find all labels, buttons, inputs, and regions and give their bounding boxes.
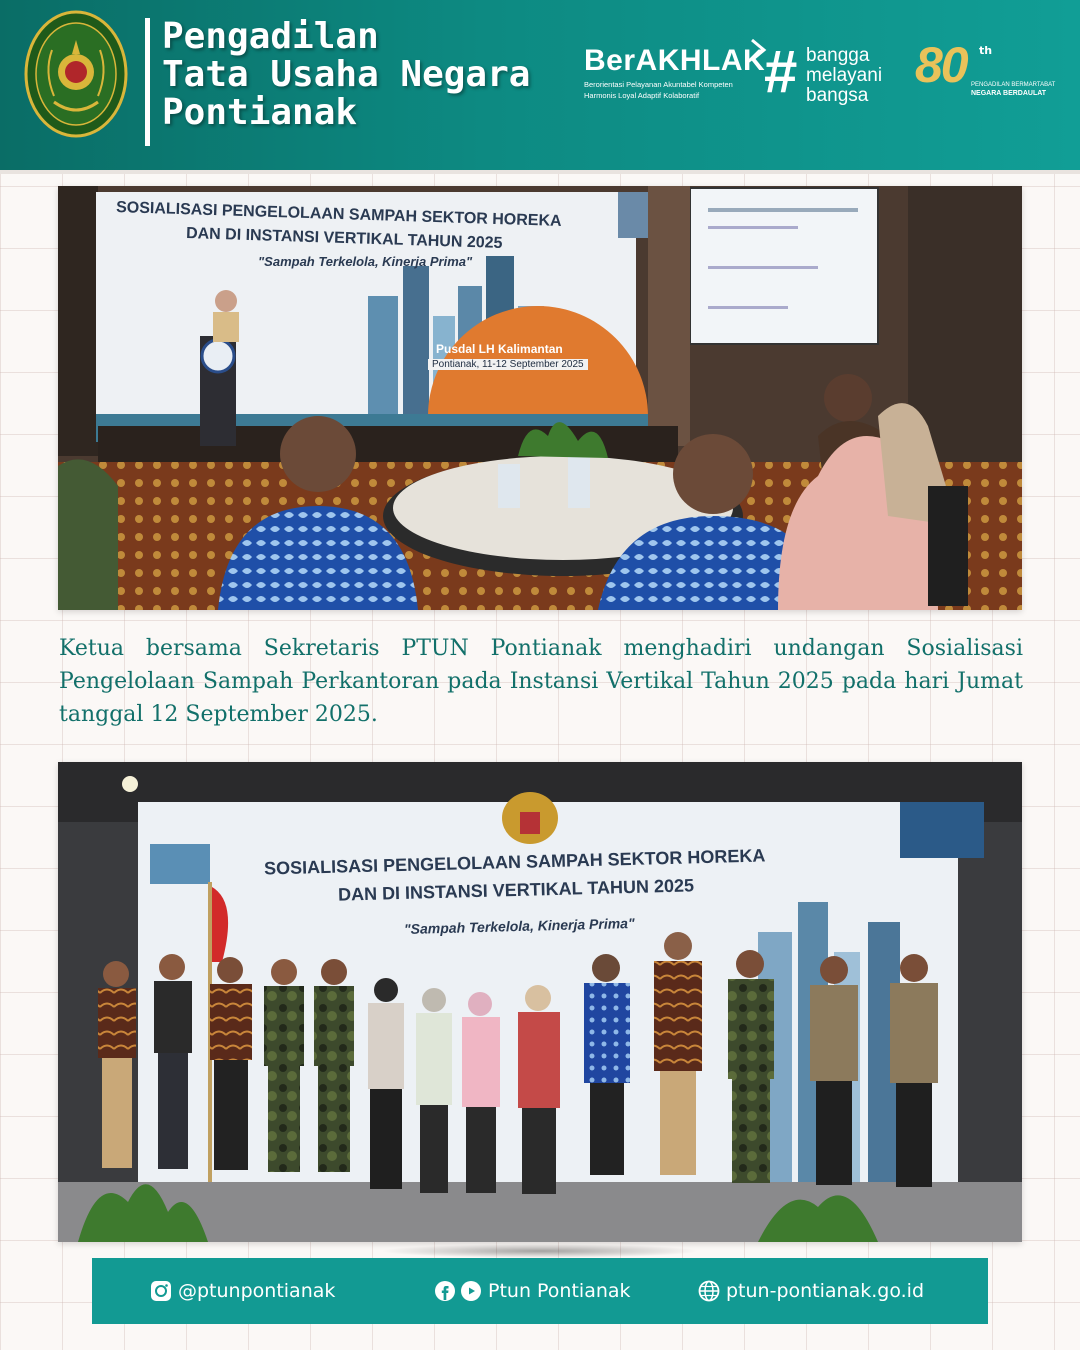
youtube-icon	[460, 1280, 482, 1302]
campaign-line3: bangsa	[806, 85, 869, 106]
event-caption: Ketua bersama Sekretaris PTUN Pontianak menghadiri undangan Sosialisasi Pengelolaan Sampah Perkantoran pada Instansi Vertikal Tahun 2025 pada hari Jumat tanggal 12 September 2025.	[59, 636, 1023, 727]
group-photo-scene-illustration	[58, 762, 1022, 1242]
footer-bar	[92, 1258, 988, 1324]
event-photo-group	[58, 762, 1022, 1242]
website-link[interactable]	[698, 1258, 924, 1324]
campaign-line1: bangga	[806, 45, 870, 66]
footer-shadow	[380, 1244, 700, 1258]
event-photo-seminar	[58, 186, 1022, 610]
photo1-banner-title-line2: DAN DI INSTANSI VERTIKAL TAHUN 2025	[185, 225, 503, 252]
seminar-scene-illustration	[58, 186, 1022, 610]
berakhlak-logo	[584, 44, 765, 100]
organization-name	[162, 18, 530, 132]
berakhlak-tagline2: Harmonis Loyal Adaptif Kolaboratif	[584, 91, 700, 100]
instagram-icon	[150, 1280, 172, 1302]
anniversary-line1: PENGADILAN BERMARTABAT	[971, 82, 1056, 88]
anniversary-suffix: th	[979, 44, 993, 57]
hashtag-icon: #	[764, 38, 798, 105]
anniversary-80-logo	[915, 37, 1056, 97]
globe-icon	[698, 1280, 720, 1302]
photo2-banner-title-line1: SOSIALISASI PENGELOLAAN SAMPAH SEKTOR HOREKA	[263, 845, 766, 879]
facebook-icon	[434, 1280, 456, 1302]
instagram-handle: @ptunpontianak	[178, 1280, 336, 1302]
photo1-venue: Pusdal LH Kalimantan	[436, 342, 563, 356]
photo1-banner-tagline: "Sampah Terkelola, Kinerja Prima"	[258, 254, 473, 269]
instagram-link[interactable]	[150, 1258, 335, 1324]
photo2-banner-tagline: "Sampah Terkelola, Kinerja Prima"	[403, 914, 635, 938]
org-name-line2: Tata Usaha Negara	[162, 54, 531, 95]
header-divider	[145, 18, 150, 146]
anniversary-number: 80	[915, 37, 967, 93]
header-bar	[0, 0, 1080, 174]
photo2-banner-title-line2: DAN DI INSTANSI VERTIKAL TAHUN 2025	[337, 875, 695, 905]
org-name-line1: Pengadilan	[162, 16, 379, 57]
social-name: Ptun Pontianak	[488, 1280, 631, 1302]
court-seal-logo	[24, 10, 128, 138]
photo1-venue-date: Pontianak, 11-12 September 2025	[428, 359, 588, 370]
org-name-line3: Pontianak	[162, 92, 358, 133]
berakhlak-tagline1: Berorientasi Pelayanan Akuntabel Kompeten	[584, 80, 733, 89]
social-link[interactable]	[434, 1258, 631, 1324]
berakhlak-brand: BerAKHLAK	[584, 44, 766, 77]
photo1-banner-title-line1: SOSIALISASI PENGELOLAAN SAMPAH SEKTOR HOREKA	[115, 199, 562, 230]
campaign-line2: melayani	[806, 65, 883, 86]
anniversary-line2: NEGARA BERDAULAT	[971, 90, 1047, 97]
website-url: ptun-pontianak.go.id	[726, 1280, 925, 1302]
